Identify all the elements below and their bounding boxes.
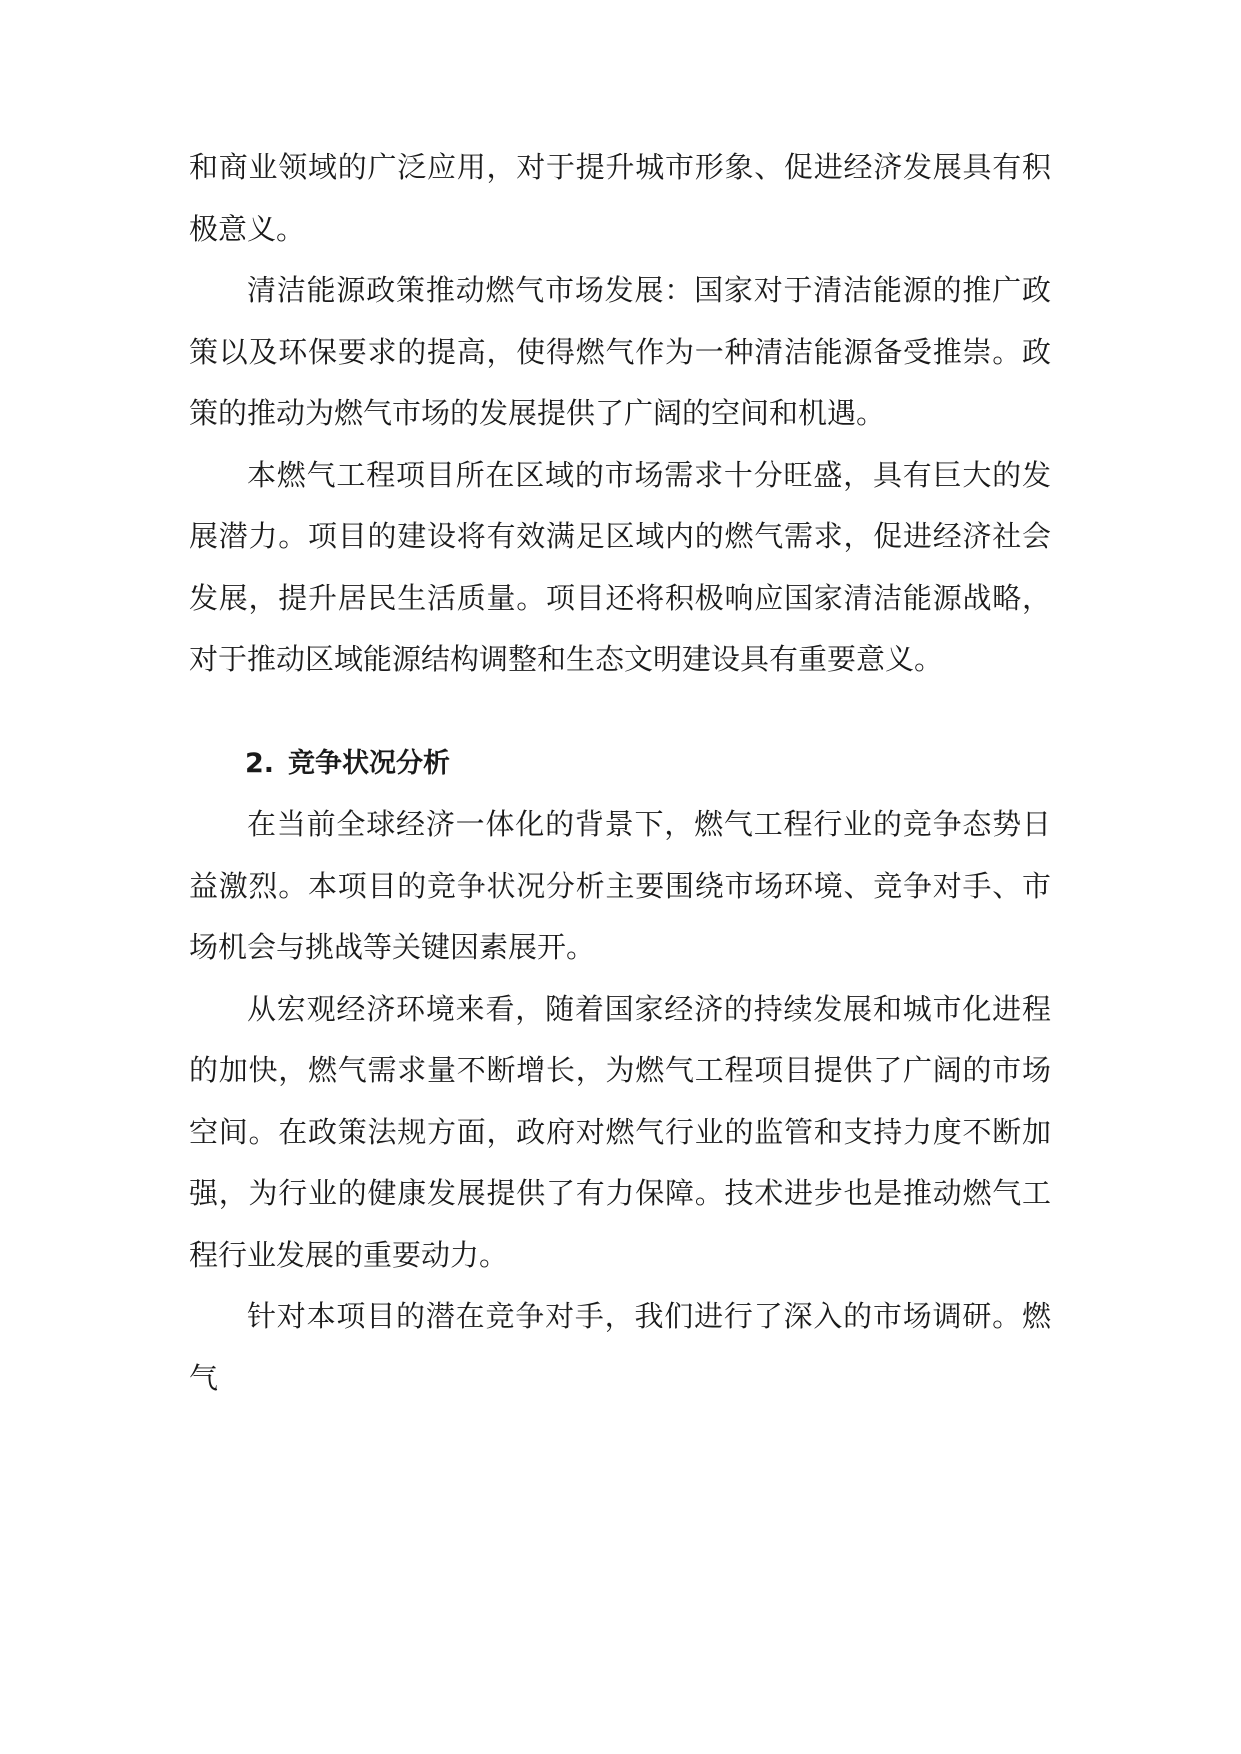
paragraph-market-demand: 本燃气工程项目所在区域的市场需求十分旺盛，具有巨大的发展潜力。项目的建设将有效满足区域内的燃气需求，促进经济社会发展，提升居民生活质量。项目还将积极响应国家清洁能源战略，对于推动区域能源结构调整和生态文明建设具有重要意义。 [189,457,1051,676]
document-body [189,137,1051,1409]
section-heading [189,733,1051,795]
paragraph-macro-environment: 从宏观经济环境来看，随着国家经济的持续发展和城市化进程的加快，燃气需求量不断增长，为燃气工程项目提供了广阔的市场空间。在政策法规方面，政府对燃气行业的监管和支持力度不断加强，为行业的健康发展提供了有力保障。技术进步也是推动燃气工程行业发展的重要动力。 [189,991,1051,1272]
paragraph-clean-energy-policy: 清洁能源政策推动燃气市场发展：国家对于清洁能源的推广政策以及环保要求的提高，使得燃气作为一种清洁能源备受推崇。政策的推动为燃气市场的发展提供了广阔的空间和机遇。 [189,273,1051,430]
paragraph-competition-overview: 在当前全球经济一体化的背景下，燃气工程行业的竞争态势日益激烈。本项目的竞争状况分析主要围绕市场环境、竞争对手、市场机会与挑战等关键因素展开。 [189,807,1051,964]
paragraph-competitors: 针对本项目的潜在竞争对手，我们进行了深入的市场调研。燃气 [189,1299,1051,1395]
section-number: 2. [245,747,275,779]
section-title: 竞争状况分析 [288,747,451,779]
paragraph-continued: 和商业领域的广泛应用，对于提升城市形象、促进经济发展具有积极意义。 [189,150,1051,246]
